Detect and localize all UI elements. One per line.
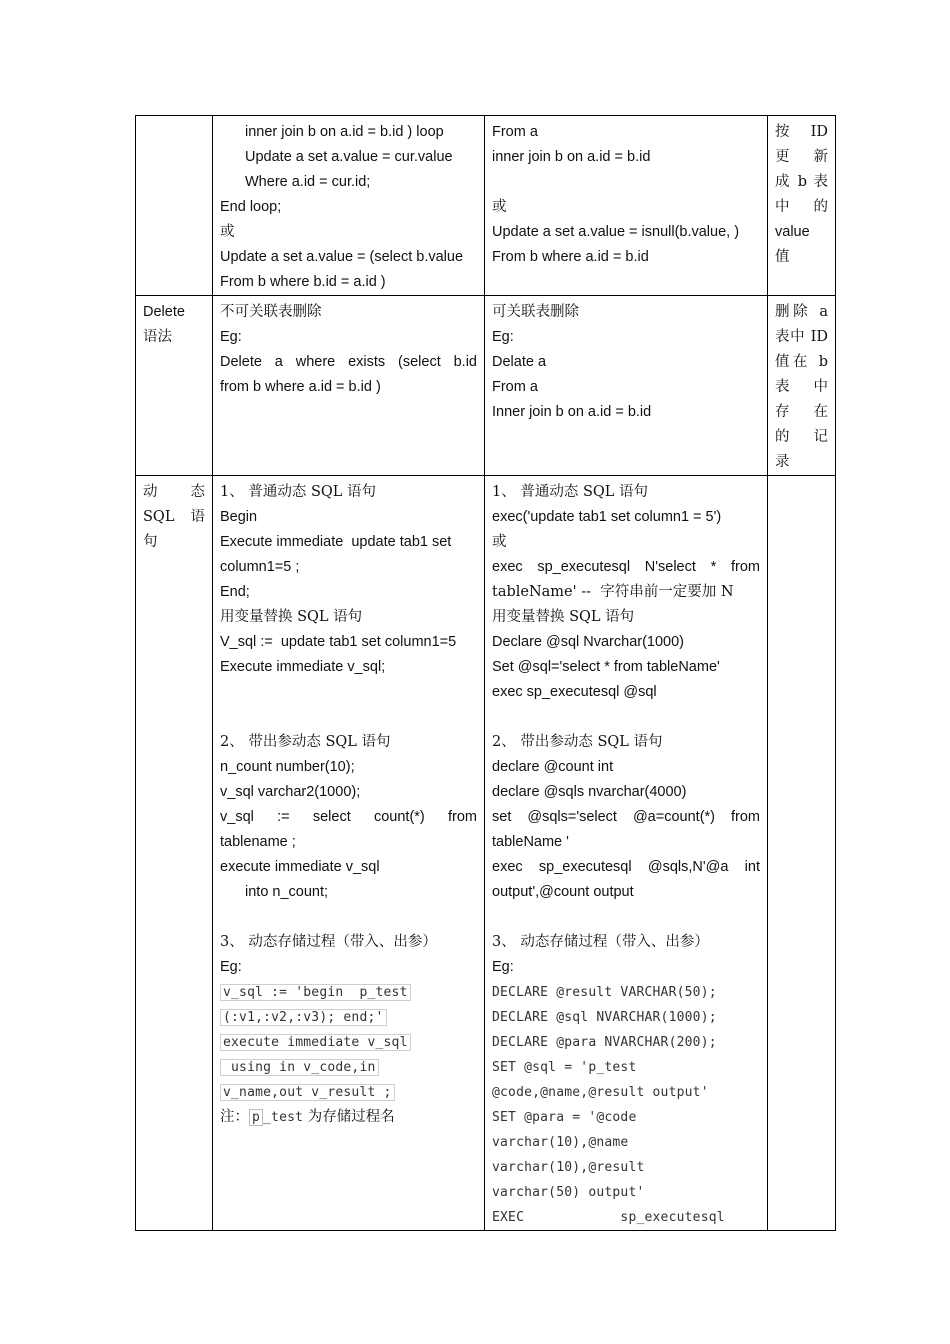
remark-line: 值在 b [775, 354, 828, 370]
remark-line: 的 记 [775, 429, 828, 445]
code-line: Eg: [492, 959, 514, 975]
cell-oracle-dynamic [213, 476, 485, 1231]
code-line: V_sql := update tab1 set column1=5 [220, 634, 457, 650]
section-heading: 2、 带出参动态 SQL 语句 [492, 734, 663, 750]
remark-line: 值 [775, 249, 790, 265]
remark-line: 中 的 [775, 199, 828, 215]
cell-remark-update [768, 116, 836, 296]
code-line: From a [492, 124, 538, 140]
remark-line: 删除 a [775, 304, 828, 320]
code-line: execute immediate v_sql [220, 859, 380, 875]
code-line: DECLARE @sql NVARCHAR(1000); [492, 1010, 717, 1025]
remark-line: value [775, 224, 810, 240]
code-text: (:v1,:v2,:v3); end;' [220, 1009, 387, 1026]
code-text: using in v_code,in [220, 1059, 379, 1076]
code-line: tablename ; [220, 834, 296, 850]
code-line: Inner join b on a.id = b.id [492, 404, 652, 420]
section-heading: 1、 普通动态 SQL 语句 [492, 484, 649, 500]
code-line: tableName' -- 字符串前一定要加 N [492, 584, 734, 600]
sql-comparison-table [135, 115, 836, 1231]
code-line: declare @count int [492, 759, 614, 775]
code-line: DECLARE @para NVARCHAR(200); [492, 1035, 717, 1050]
code-line: v_sql varchar2(1000); [220, 784, 361, 800]
remark-line: 按 ID [775, 124, 828, 140]
code-line: From b where b.id = a.id ) [220, 274, 386, 290]
cell-remark-dynamic [768, 476, 836, 1231]
code-line-boxed [220, 1080, 477, 1105]
code-line-boxed [220, 1030, 477, 1055]
code-line: Begin [220, 509, 258, 525]
code-line: Eg: [220, 329, 242, 345]
code-line: Eg: [492, 329, 514, 345]
code-line: Execute immediate v_sql; [220, 659, 386, 675]
note-prefix: 注： [220, 1109, 249, 1125]
code-line: n_count number(10); [220, 759, 355, 775]
code-line: v_sql := select count(*) from [220, 809, 477, 825]
code-line: varchar(10),@result [492, 1160, 645, 1175]
section-heading: 2、 带出参动态 SQL 语句 [220, 734, 391, 750]
section-heading: 1、 普通动态 SQL 语句 [220, 484, 377, 500]
code-line: Declare @sql Nvarchar(1000) [492, 634, 685, 650]
code-line-boxed [220, 1055, 477, 1080]
code-line: From a [492, 379, 538, 395]
code-line: Execute immediate update tab1 set [220, 534, 452, 550]
cell-oracle-delete [213, 296, 485, 476]
cell-oracle-update [213, 116, 485, 296]
code-line: Update a set a.value = (select b.value [220, 249, 464, 265]
section-heading: 3、 动态存储过程（带入、出参） [492, 934, 709, 950]
code-line: End; [220, 584, 250, 600]
code-line: Where a.id = cur.id; [245, 174, 371, 190]
code-line: inner join b on a.id = b.id ) loop [245, 124, 444, 140]
code-line: 用变量替换 SQL 语句 [220, 609, 363, 625]
table-row-delete [136, 296, 836, 476]
category-label: 句 [143, 534, 158, 550]
note-code-b: _test [263, 1110, 304, 1125]
code-line: exec sp_executesql @sql [492, 684, 657, 700]
code-line: declare @sqls nvarchar(4000) [492, 784, 687, 800]
category-label: SQL 语 [143, 509, 205, 525]
code-line: from b where a.id = b.id ) [220, 379, 381, 395]
code-line: 或 [220, 224, 235, 240]
remark-line: 录 [775, 454, 790, 470]
code-line: 用变量替换 SQL 语句 [492, 609, 635, 625]
code-line: into n_count; [245, 884, 329, 900]
code-line: inner join b on a.id = b.id [492, 149, 651, 165]
remark-line: 表 中 [775, 379, 828, 395]
code-line: From b where a.id = b.id [492, 249, 649, 265]
table-row-dynamic-sql [136, 476, 836, 1231]
cell-category-dynamic [136, 476, 213, 1231]
code-line: 不可关联表删除 [220, 304, 322, 320]
code-line: EXEC sp_executesql [492, 1210, 725, 1225]
section-heading: 3、 动态存储过程（带入、出参） [220, 934, 437, 950]
code-line: Delete a where exists (select b.id [220, 354, 477, 370]
code-line: 或 [492, 199, 507, 215]
code-line: tableName ' [492, 834, 569, 850]
code-line: 可关联表删除 [492, 304, 579, 320]
table-row-update [136, 116, 836, 296]
note-code-a: p [249, 1109, 263, 1126]
code-line: Update a set a.value = isnull(b.value, ) [492, 224, 740, 240]
cell-sqlserver-dynamic [485, 476, 768, 1231]
remark-line: 存 在 [775, 404, 828, 420]
category-label: Delete [143, 304, 185, 320]
code-line: exec sp_executesql @sqls,N'@a int [492, 859, 760, 875]
note-suffix: 为存储过程名 [303, 1109, 395, 1125]
remark-line: 更 新 [775, 149, 828, 165]
code-text: execute immediate v_sql [220, 1034, 411, 1051]
code-line: SET @para = '@code [492, 1110, 637, 1125]
cell-sqlserver-update [485, 116, 768, 296]
cell-category-delete [136, 296, 213, 476]
code-line: varchar(10),@name [492, 1135, 629, 1150]
code-line: column1=5 ; [220, 559, 300, 575]
cell-sqlserver-delete [485, 296, 768, 476]
code-line: exec('update tab1 set column1 = 5') [492, 509, 722, 525]
note-line [220, 1105, 477, 1130]
category-label: 语法 [143, 329, 172, 345]
code-line: 或 [492, 534, 507, 550]
code-line [492, 170, 760, 195]
cell-remark-delete [768, 296, 836, 476]
code-line-boxed [220, 1005, 477, 1030]
code-line-boxed [220, 980, 477, 1005]
code-line: DECLARE @result VARCHAR(50); [492, 985, 717, 1000]
code-line: set @sqls='select @a=count(*) from [492, 809, 760, 825]
code-line: Set @sql='select * from tableName' [492, 659, 720, 675]
code-line: Eg: [220, 959, 242, 975]
code-line: SET @sql = 'p_test [492, 1060, 637, 1075]
code-text: v_sql := 'begin p_test [220, 984, 411, 1001]
code-text: v_name,out v_result ; [220, 1084, 395, 1101]
cell-category-empty [136, 116, 213, 296]
code-line: Delate a [492, 354, 547, 370]
code-line: End loop; [220, 199, 282, 215]
code-line: @code,@name,@result output' [492, 1085, 709, 1100]
category-label: 动 态 [143, 484, 205, 500]
code-line: output',@count output [492, 884, 634, 900]
code-line: exec sp_executesql N'select * from [492, 559, 760, 575]
code-line: varchar(50) output' [492, 1185, 645, 1200]
code-line: Update a set a.value = cur.value [245, 149, 453, 165]
remark-line: 成 b 表 [775, 174, 828, 190]
remark-line: 表中 ID [775, 329, 828, 345]
